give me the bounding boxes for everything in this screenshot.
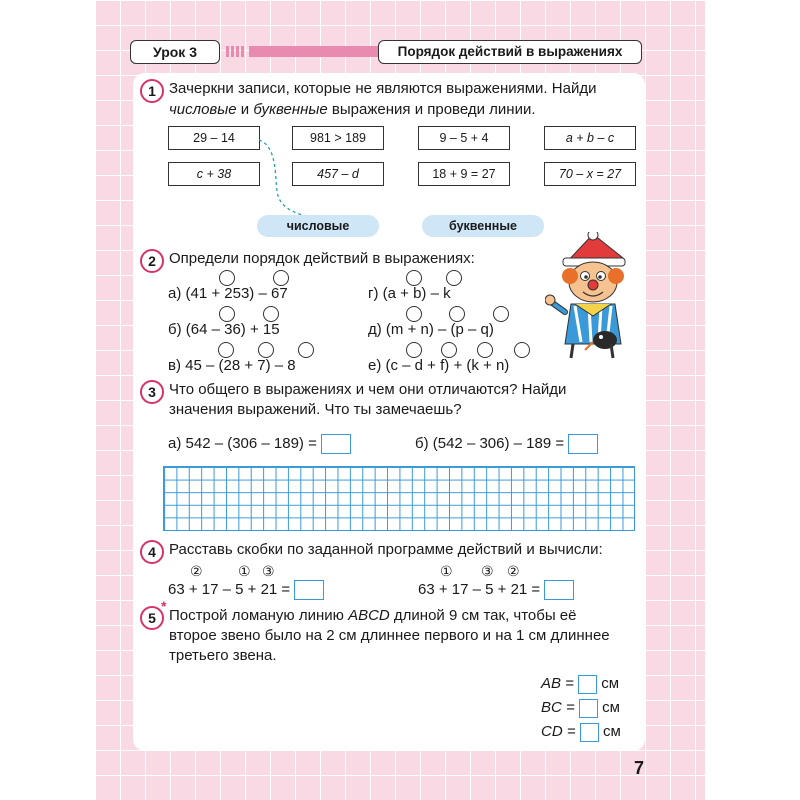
task4-text: Расставь скобки по заданной программе действий и вычисли: — [169, 541, 603, 558]
step-mark: ③ — [481, 563, 494, 579]
order-circle[interactable] — [273, 270, 289, 286]
answer-box[interactable] — [578, 675, 597, 694]
expression-card[interactable]: 70 – x = 27 — [544, 162, 636, 186]
task4-expression-left: 63 + 17 – 5 + 21 = — [168, 580, 324, 600]
segment-bc-row: BC = см — [541, 699, 620, 716]
expression-card[interactable]: a + b – c — [544, 126, 636, 150]
answer-box[interactable] — [294, 580, 324, 600]
step-mark: ① — [238, 563, 251, 579]
expression-v: в) 45 – (28 + 7) – 8 — [168, 357, 296, 374]
working-grid[interactable] — [163, 466, 635, 531]
lesson-label: Урок 3 — [130, 40, 220, 64]
segment-cd-row: CD = см — [541, 723, 621, 740]
order-circle[interactable] — [449, 306, 465, 322]
clown-illustration — [545, 232, 640, 362]
expression-e: е) (c – d + f) + (k + n) — [368, 357, 510, 374]
lesson-header — [130, 40, 644, 64]
step-mark: ③ — [262, 563, 275, 579]
task-number-1: 1 — [140, 79, 164, 103]
order-circle[interactable] — [298, 342, 314, 358]
order-circle[interactable] — [493, 306, 509, 322]
order-circle[interactable] — [514, 342, 530, 358]
task5-line2: второе звено было на 2 см длиннее первого и на 1 см длиннее — [169, 627, 610, 644]
expression-card[interactable]: 981 > 189 — [292, 126, 384, 150]
step-mark: ② — [507, 563, 520, 579]
difficulty-star: * — [161, 598, 167, 614]
task3-expression-b: б) (542 – 306) – 189 = — [415, 434, 598, 454]
step-mark: ② — [190, 563, 203, 579]
task-number-5: 5 — [140, 606, 164, 630]
expression-card[interactable]: 29 – 14 — [168, 126, 260, 150]
numeric-expressions-pill[interactable]: числовые — [257, 215, 379, 237]
order-circle[interactable] — [406, 342, 422, 358]
task3-expression-a: а) 542 – (306 – 189) = — [168, 434, 351, 454]
lesson-title: Порядок действий в выражениях — [378, 40, 642, 64]
dashed-connector-line — [255, 136, 345, 226]
order-circle[interactable] — [219, 270, 235, 286]
expression-a: а) (41 + 253) – 67 — [168, 285, 288, 302]
task3-line2: значения выражений. Что ты замечаешь? — [169, 401, 462, 418]
answer-box[interactable] — [579, 699, 598, 718]
page-number: 7 — [634, 758, 645, 778]
order-circle[interactable] — [218, 342, 234, 358]
expression-card[interactable]: 18 + 9 = 27 — [418, 162, 510, 186]
answer-box[interactable] — [568, 434, 598, 454]
expression-b: б) (64 – 36) + 15 — [168, 321, 280, 338]
order-circle[interactable] — [219, 306, 235, 322]
task1-line1: Зачеркни записи, которые не являются выражениями. Найди — [169, 80, 597, 97]
task4-expression-right: 63 + 17 – 5 + 21 = — [418, 580, 574, 600]
expression-card[interactable]: c + 38 — [168, 162, 260, 186]
answer-box[interactable] — [321, 434, 351, 454]
step-mark: ① — [440, 563, 453, 579]
header-decor-bar — [226, 46, 386, 57]
expression-d: д) (m + n) – (p – q) — [368, 321, 494, 338]
letter-expressions-pill[interactable]: буквенные — [422, 215, 544, 237]
task2-text: Определи порядок действий в выражениях: — [169, 250, 475, 267]
expression-g: г) (a + b) – k — [368, 285, 451, 302]
answer-box[interactable] — [544, 580, 574, 600]
task-number-4: 4 — [140, 540, 164, 564]
answer-box[interactable] — [580, 723, 599, 742]
task5-line3: третьего звена. — [169, 647, 277, 664]
expression-card[interactable]: 9 – 5 + 4 — [418, 126, 510, 150]
order-circle[interactable] — [477, 342, 493, 358]
order-circle[interactable] — [258, 342, 274, 358]
order-circle[interactable] — [441, 342, 457, 358]
segment-ab-row: AB = см — [541, 675, 620, 692]
expression-card[interactable]: 457 – d — [292, 162, 384, 186]
task-number-3: 3 — [140, 380, 164, 404]
task1-line2: числовые и буквенные выражения и проведи линии. — [169, 101, 536, 118]
order-circle[interactable] — [406, 270, 422, 286]
task-number-2: 2 — [140, 249, 164, 273]
order-circle[interactable] — [406, 306, 422, 322]
task5-line1: Построй ломаную линию ABCD длиной 9 см так, чтобы её — [169, 607, 577, 624]
task3-line1: Что общего в выражениях и чем они отличаются? Найди — [169, 381, 567, 398]
order-circle[interactable] — [446, 270, 462, 286]
order-circle[interactable] — [263, 306, 279, 322]
